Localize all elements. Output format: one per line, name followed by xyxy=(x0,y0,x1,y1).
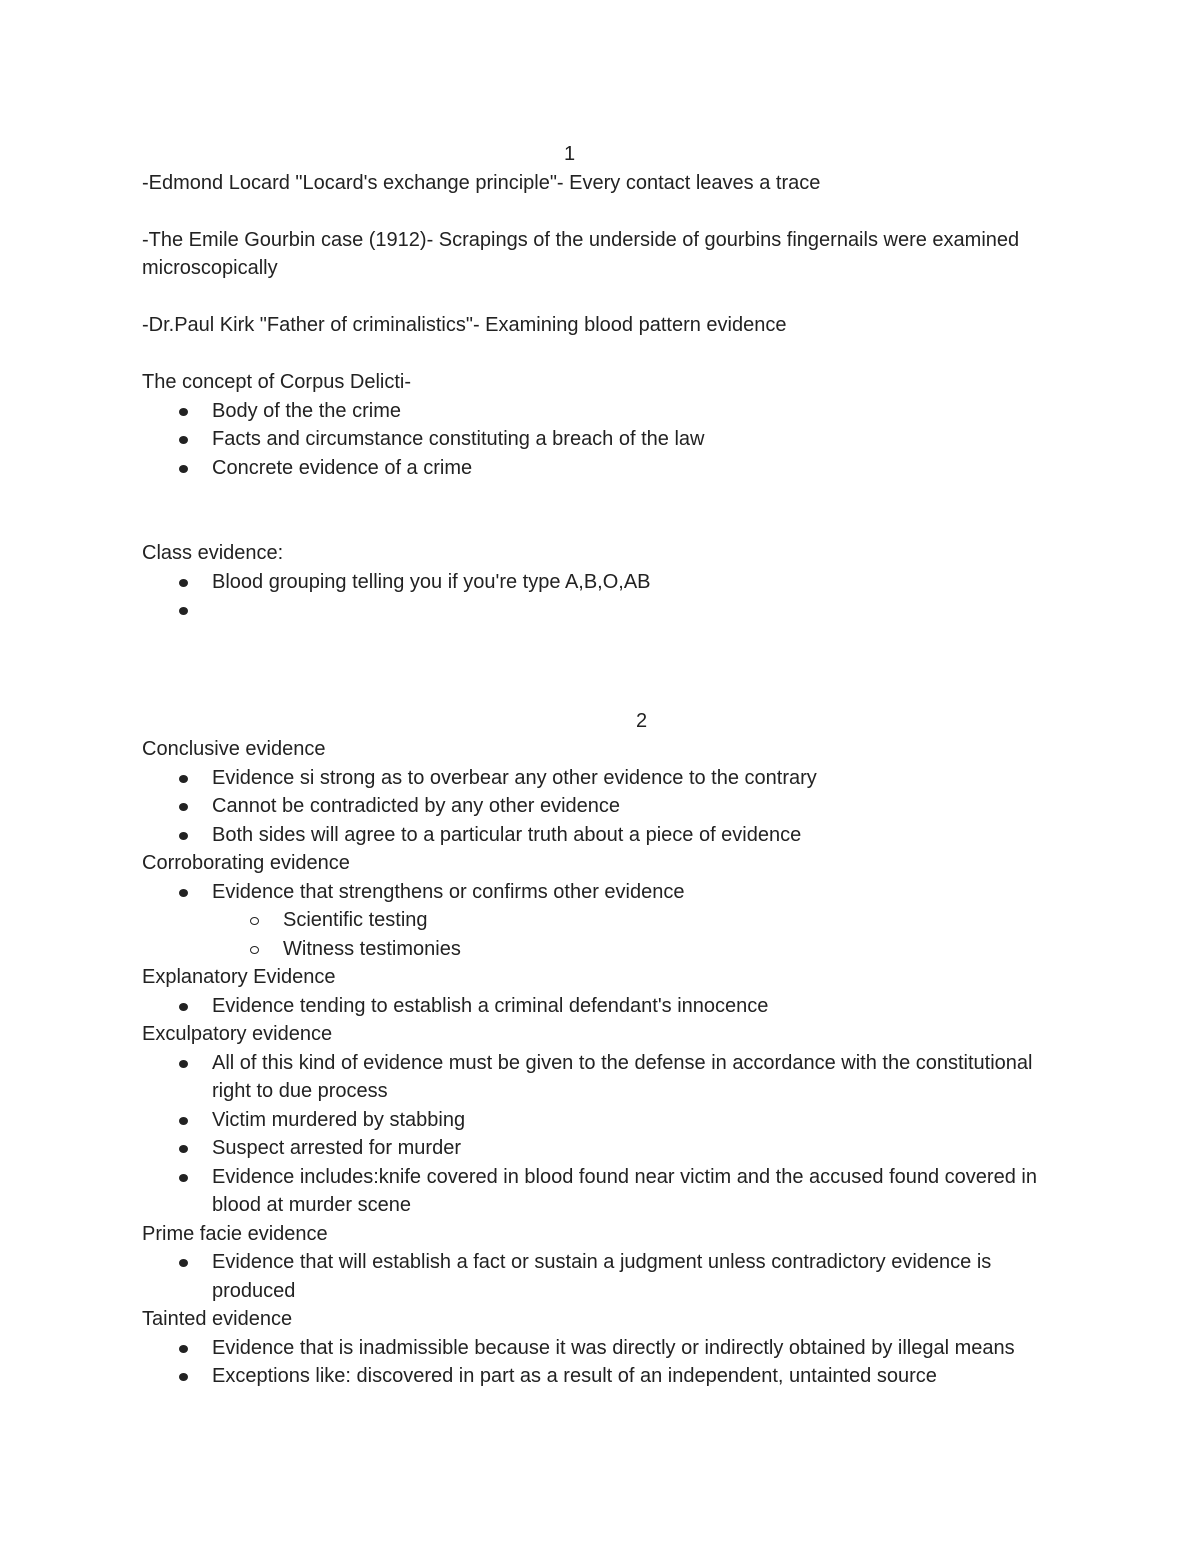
list-prime-facie-evidence xyxy=(142,1248,1072,1305)
page-number-1: 1 xyxy=(564,143,576,165)
paragraph-locard: -Edmond Locard "Locard's exchange principle"- Every contact leaves a trace xyxy=(142,171,821,194)
list-item: Facts and circumstance constituting a breach of the law xyxy=(142,425,1072,454)
list-item-empty xyxy=(142,596,1072,625)
heading-corroborating-evidence: Corroborating evidence xyxy=(142,852,350,874)
list-item: Blood grouping telling you if you're type A,B,O,AB xyxy=(142,568,1072,597)
heading-corpus-delicti: The concept of Corpus Delicti- xyxy=(142,371,412,393)
list-item: Body of the the crime xyxy=(142,397,1072,426)
list-item: Exceptions like: discovered in part as a result of an independent, untainted source xyxy=(142,1362,1072,1391)
list-tainted-evidence xyxy=(142,1334,1072,1391)
heading-prime-facie-evidence: Prime facie evidence xyxy=(142,1222,328,1245)
sublist-corroborating-evidence xyxy=(142,906,1072,963)
list-item: Evidence si strong as to overbear any other evidence to the contrary xyxy=(142,764,1072,793)
list-class-evidence xyxy=(142,568,1072,625)
list-item: Evidence includes:knife covered in blood found near victim and the accused found covered in blood at murder scene xyxy=(142,1163,1072,1220)
heading-conclusive-evidence: Conclusive evidence xyxy=(142,738,326,760)
list-corpus-delicti xyxy=(142,397,1072,483)
list-corroborating-evidence xyxy=(142,878,1072,907)
list-item: Victim murdered by stabbing xyxy=(142,1106,1072,1135)
list-item: Concrete evidence of a crime xyxy=(142,454,1072,483)
paragraph-gourbin: -The Emile Gourbin case (1912)- Scrapings of the underside of gourbins fingernails were examined microscopically xyxy=(142,228,1025,279)
list-exculpatory-evidence xyxy=(142,1049,1072,1220)
heading-exculpatory-evidence: Exculpatory evidence xyxy=(142,1023,333,1045)
list-item: Suspect arrested for murder xyxy=(142,1134,1072,1163)
list-conclusive-evidence xyxy=(142,764,1072,850)
page-number-2: 2 xyxy=(636,709,648,732)
sub-list-item: Scientific testing xyxy=(142,906,1072,935)
heading-tainted-evidence: Tainted evidence xyxy=(142,1308,293,1330)
document-page xyxy=(142,140,1072,1391)
list-item: Both sides will agree to a particular truth about a piece of evidence xyxy=(142,821,1072,850)
list-item: Evidence that is inadmissible because it was directly or indirectly obtained by illegal means xyxy=(142,1334,1072,1363)
heading-explanatory-evidence: Explanatory Evidence xyxy=(142,966,336,988)
list-item: Evidence that strengthens or confirms other evidence xyxy=(142,878,1072,907)
spacer xyxy=(142,482,1072,539)
paragraph-kirk: -Dr.Paul Kirk "Father of criminalistics"- Examining blood pattern evidence xyxy=(142,314,787,336)
list-item: Evidence tending to establish a criminal defendant's innocence xyxy=(142,992,1072,1021)
spacer xyxy=(142,340,1072,369)
list-item: Cannot be contradicted by any other evidence xyxy=(142,792,1072,821)
spacer xyxy=(142,197,1072,226)
spacer xyxy=(142,283,1072,312)
heading-class-evidence: Class evidence: xyxy=(142,542,284,564)
list-item: All of this kind of evidence must be given to the defense in accordance with the constitutional right to due process xyxy=(142,1049,1072,1106)
list-explanatory-evidence xyxy=(142,992,1072,1021)
list-item: Evidence that will establish a fact or sustain a judgment unless contradictory evidence is produced xyxy=(142,1248,1072,1305)
sub-list-item: Witness testimonies xyxy=(142,935,1072,964)
